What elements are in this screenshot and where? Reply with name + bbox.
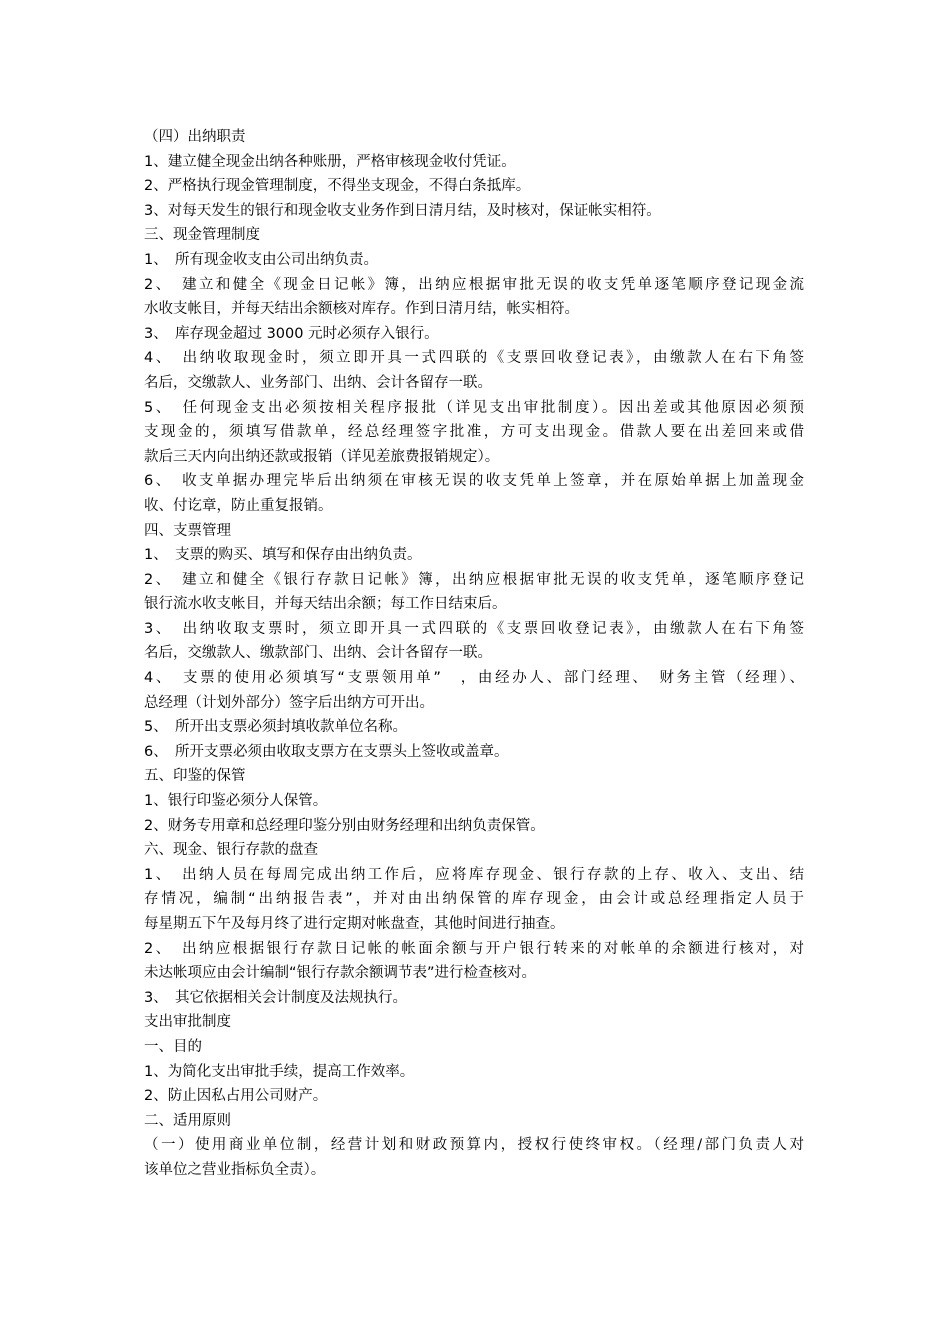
text-line: 1、建立健全现金出纳各种账册，严格审核现金收付凭证。 bbox=[144, 153, 516, 170]
text-line: 1、为简化支出审批手续，提高工作效率。 bbox=[144, 1063, 415, 1080]
text-line: 支出审批制度 bbox=[144, 1014, 231, 1031]
text-line: 5、 任何现金支出必须按相关程序报批（详见支出审批制度）。因出差或其他原因必须预 bbox=[144, 399, 804, 416]
text-line: 六、现金、银行存款的盘查 bbox=[144, 842, 318, 859]
text-line: 名后，交缴款人、业务部门、出纳、会计各留存一联。 bbox=[144, 374, 492, 391]
text-line: 四、支票管理 bbox=[144, 522, 231, 539]
text-line: 名后，交缴款人、缴款部门、出纳、会计各留存一联。 bbox=[144, 645, 492, 662]
text-line: 3、 其它依据相关会计制度及法规执行。 bbox=[144, 989, 407, 1006]
text-line: 3、对每天发生的银行和现金收支业务作到日清月结，及时核对，保证帐实相符。 bbox=[144, 202, 661, 219]
text-line: 支现金的，须填写借款单，经总经理签字批准，方可支出现金。借款人要在出差回来或借 bbox=[144, 424, 804, 441]
text-line: 2、 建立和健全《现金日记帐》簿，出纳应根据审批无误的收支凭单逐笔顺序登记现金流 bbox=[144, 276, 804, 293]
text-line: 银行流水收支帐目，并每天结出余额；每工作日结束后。 bbox=[144, 596, 507, 613]
text-line: 2、严格执行现金管理制度，不得坐支现金，不得白条抵库。 bbox=[144, 178, 531, 195]
text-line: 收、付讫章，防止重复报销。 bbox=[144, 497, 333, 514]
text-line: 该单位之营业指标负全责）。 bbox=[144, 1161, 326, 1178]
document-page bbox=[144, 125, 804, 1183]
text-line: 2、 出纳应根据银行存款日记帐的帐面余额与开户银行转来的对帐单的余额进行核对，对 bbox=[144, 940, 804, 957]
text-line: 4、 支票的使用必须填写“支票领用单” ，由经办人、部门经理、 财务主管（经理）、 bbox=[144, 670, 804, 687]
text-line: 5、 所开出支票必须封填收款单位名称。 bbox=[144, 719, 407, 736]
text-line: 2、防止因私占用公司财产。 bbox=[144, 1088, 328, 1105]
text-line: 2、 建立和健全《银行存款日记帐》簿，出纳应根据审批无误的收支凭单，逐笔顺序登记 bbox=[144, 571, 804, 588]
text-line: 未达帐项应由会计编制“银行存款余额调节表”进行检查核对。 bbox=[144, 965, 537, 982]
text-line: 存情况，编制“出纳报告表”，并对由出纳保管的库存现金，由会计或总经理指定人员于 bbox=[144, 891, 804, 908]
text-line: 五、印鉴的保管 bbox=[144, 768, 246, 785]
text-line: 1、 所有现金收支由公司出纳负责。 bbox=[144, 251, 378, 268]
text-line: 款后三天内向出纳还款或报销（详见差旅费报销规定）。 bbox=[144, 448, 500, 465]
text-line: 每星期五下午及每月终了进行定期对帐盘查，其他时间进行抽查。 bbox=[144, 916, 565, 932]
text-line: （一）使用商业单位制，经营计划和财政预算内，授权行使终审权。（经理/部门负责人对 bbox=[144, 1137, 804, 1154]
text-line: 水收支帐目，并每天结出余额核对库存。作到日清月结，帐实相符。 bbox=[144, 301, 579, 318]
text-line: 6、 所开支票必须由收取支票方在支票头上签收或盖章。 bbox=[144, 743, 509, 760]
text-line: 1、银行印鉴必须分人保管。 bbox=[144, 793, 328, 810]
text-line: 一、目的 bbox=[144, 1038, 202, 1055]
text-line: 1、 出纳人员在每周完成出纳工作后，应将库存现金、银行存款的上存、收入、支出、结 bbox=[144, 866, 804, 883]
text-line: 6、 收支单据办理完毕后出纳须在审核无误的收支凭单上签章，并在原始单据上加盖现金 bbox=[144, 473, 804, 490]
text-line: 二、适用原则 bbox=[144, 1112, 231, 1129]
text-line: 1、 支票的购买、填写和保存由出纳负责。 bbox=[144, 547, 422, 564]
text-line: 总经理（计划外部分）签字后出纳方可开出。 bbox=[144, 694, 434, 711]
text-line: （四）出纳职责 bbox=[144, 129, 246, 145]
text-line: 三、现金管理制度 bbox=[144, 227, 260, 244]
text-line: 2、财务专用章和总经理印鉴分别由财务经理和出纳负责保管。 bbox=[144, 817, 545, 834]
text-line: 3、 库存现金超过 3000 元时必须存入银行。 bbox=[144, 325, 439, 342]
text-line: 4、 出纳收取现金时，须立即开具一式四联的《支票回收登记表》，由缴款人在右下角签 bbox=[144, 350, 804, 367]
text-line: 3、 出纳收取支票时，须立即开具一式四联的《支票回收登记表》，由缴款人在右下角签 bbox=[144, 620, 804, 637]
